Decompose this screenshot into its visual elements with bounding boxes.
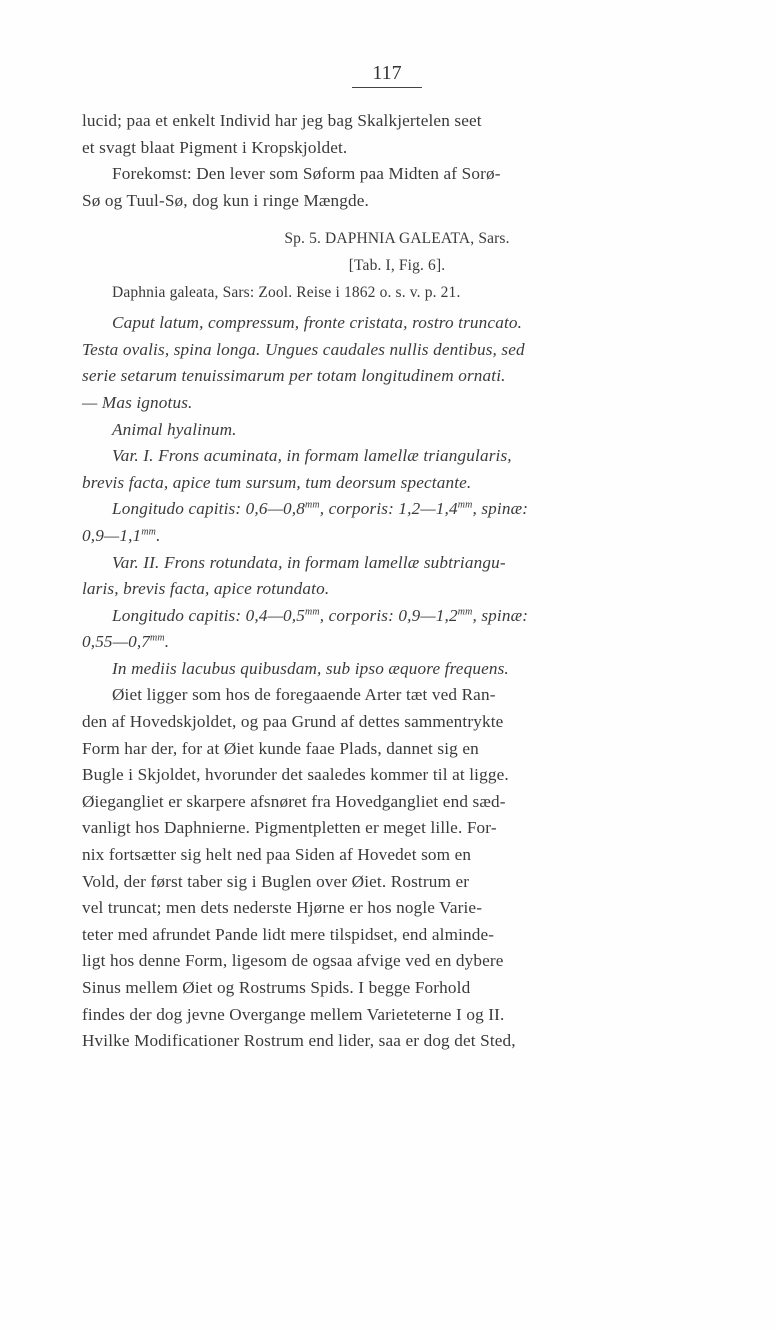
body-paragraph-line: Form har der, for at Øiet kunde faae Plads, dannet sig en — [82, 738, 479, 758]
body-paragraph-line: Øiet ligger som hos de foregaaende Arter tæt ved Ran- — [112, 685, 496, 705]
text-line: et svagt blaat Pigment i Kropskjoldet. — [82, 137, 348, 157]
species-heading: Sp. 5. DAPHNIA GALEATA, Sars. — [284, 230, 510, 248]
variety-two-measurements: Longitudo capitis: $0,4—0,5^{mm}$, corporis: $0,9—1,2^{mm}$, spinæ: — [112, 605, 529, 625]
body-paragraph-line: ligt hos denne Form, ligesom de ogsaa afvige ved en dybere — [82, 951, 504, 971]
forekomst-line: Sø og Tuul-Sø, dog kun i ringe Mængde. — [82, 190, 369, 210]
variety-one-line: Var. I. Frons acuminata, in formam lamellæ triangularis, — [112, 446, 512, 466]
variety-two-measurements: $0,55—0,7^{mm}$. — [82, 632, 170, 652]
body-paragraph-line: teter med afrundet Pande lidt mere tilspidset, end alminde- — [82, 924, 495, 944]
body-paragraph-line: Sinus mellem Øiet og Rostrums Spids. I begge Forhold — [82, 978, 471, 997]
variety-one-line: brevis facta, apice tum sursum, tum deorsum spectante. — [82, 472, 472, 492]
body-paragraph-line: Bugle i Skjoldet, hvorunder det saaledes kommer til at ligge. — [82, 765, 509, 785]
body-paragraph-line: findes der dog jevne Overgange mellem Varieteterne I og II. — [82, 1004, 505, 1024]
body-paragraph-line: vel truncat; men dets nederste Hjørne er hos nogle Varie- — [82, 898, 483, 918]
animal-line: Animal hyalinum. — [112, 419, 237, 439]
latin-description-line: Testa ovalis, spina longa. Ungues caudales nullis dentibus, sed — [82, 339, 525, 359]
body-paragraph-line: Hvilke Modificationer Rostrum end lider, saa er dog det Sted, — [82, 1031, 516, 1051]
body-paragraph-line: nix fortsætter sig helt ned paa Siden af Hovedet som en — [82, 845, 472, 865]
page-number: 117 — [352, 62, 422, 88]
latin-description-line: Caput latum, compressum, fronte cristata, rostro truncato. — [112, 313, 523, 333]
latin-description-line: — Mas ignotus. — [82, 392, 193, 412]
text-line: lucid; paa et enkelt Individ har jeg bag Skalkjertelen seet — [82, 111, 482, 130]
variety-one-measurements: $0,9—1,1^{mm}$. — [82, 525, 161, 545]
body-paragraph-line: vanligt hos Daphnierne. Pigmentpletten er meget lille. For- — [82, 818, 497, 838]
page-text-block — [82, 108, 692, 1055]
species-literature-reference: Daphnia galeata, Sars: Zool. Reise i 1862 o. s. v. p. 21. — [112, 283, 461, 301]
habitat-line: In mediis lacubus quibusdam, sub ipso æquore frequens. — [112, 658, 509, 678]
body-paragraph-line: Vold, der først taber sig i Buglen over Øiet. Rostrum er — [82, 871, 470, 891]
forekomst-line: Forekomst: Den lever som Søform paa Midten af Sorø- — [112, 164, 501, 184]
body-paragraph-line: Øiegangliet er skarpere afsnøret fra Hovedgangliet end sæd- — [82, 791, 506, 811]
variety-one-measurements: Longitudo capitis: $0,6—0,8^{mm}$, corporis: $1,2—1,4^{mm}$, spinæ: — [112, 499, 529, 519]
variety-two-line: Var. II. Frons rotundata, in formam lamellæ subtriangu- — [112, 552, 506, 572]
body-paragraph-line: den af Hovedskjoldet, og paa Grund af dettes sammentrykte — [82, 712, 504, 732]
species-plate-reference: [Tab. I, Fig. 6]. — [348, 256, 446, 274]
variety-two-line: laris, brevis facta, apice rotundato. — [82, 579, 330, 599]
latin-description-line: serie setarum tenuissimarum per totam longitudinem ornati. — [82, 366, 506, 386]
